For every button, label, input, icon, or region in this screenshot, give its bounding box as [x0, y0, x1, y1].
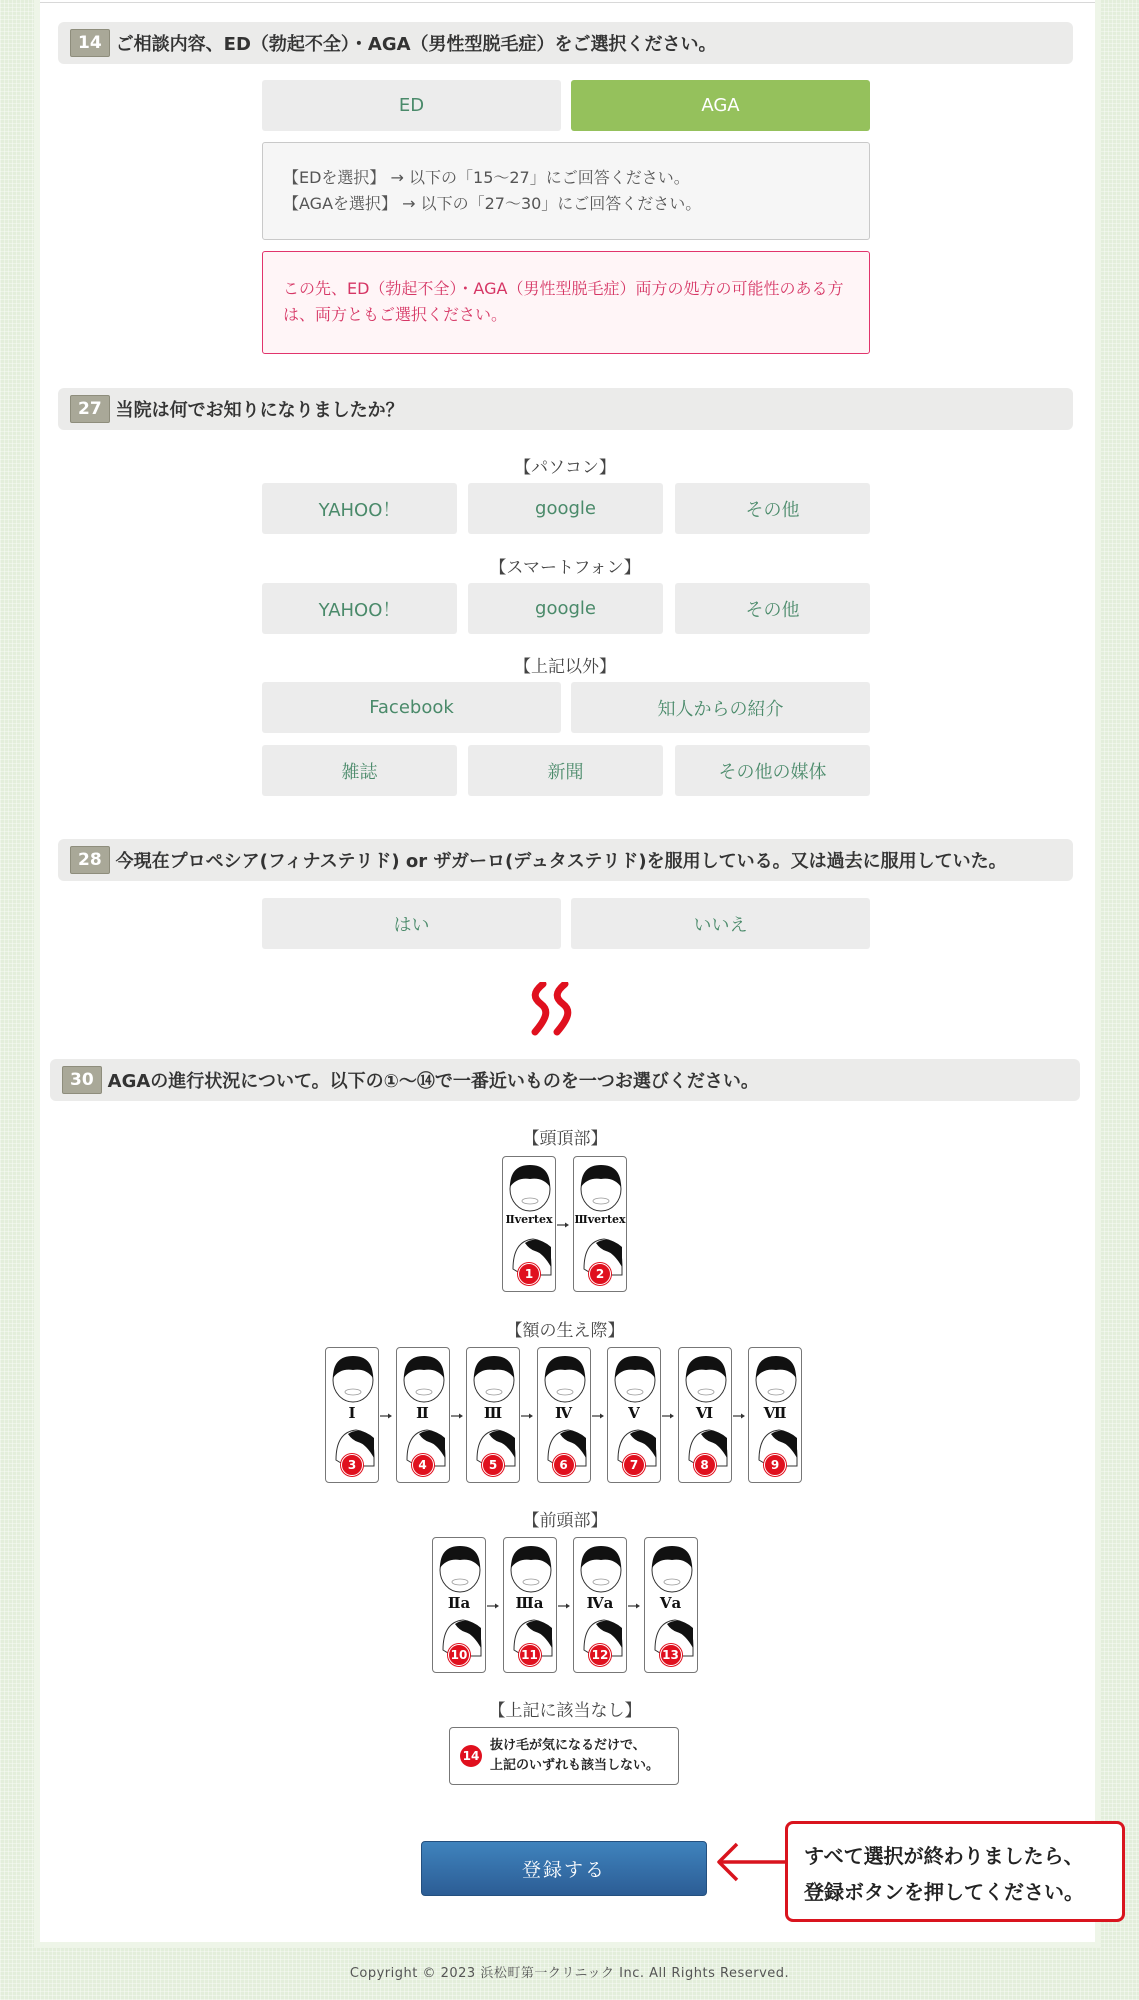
register-button[interactable]: 登録する	[421, 1841, 707, 1896]
badge-number: 3	[341, 1454, 363, 1476]
callout-line: すべて選択が終わりましたら、	[804, 1844, 1084, 1868]
stage-label: Ⅳa	[586, 1594, 614, 1612]
question-number: 30	[62, 1066, 102, 1094]
question-title: ご相談内容、ED（勃起不全）・AGA（男性型脱毛症）をご選択ください。	[115, 34, 717, 55]
badge-number: 2	[589, 1263, 611, 1285]
front-card-13[interactable]	[644, 1537, 698, 1673]
right-arrow-icon	[450, 1413, 464, 1419]
badge-number: 10	[448, 1644, 470, 1666]
badge-number: 7	[623, 1454, 645, 1476]
group-label-vertex: 【頭頂部】	[522, 1129, 608, 1149]
badge-number: 12	[589, 1644, 611, 1666]
group-label-none: 【上記に該当なし】	[488, 1701, 642, 1721]
stage-label: Ⅲ	[483, 1404, 503, 1422]
badge-number: 5	[482, 1454, 504, 1476]
right-arrow-icon	[520, 1413, 534, 1419]
option-newspaper[interactable]: 新聞	[468, 745, 663, 796]
right-arrow-icon	[556, 1222, 570, 1228]
stage-label: Ⅴa	[659, 1594, 682, 1612]
option-magazine[interactable]: 雑誌	[262, 745, 457, 796]
question-title: 当院は何でお知りになりましたか？	[115, 400, 404, 421]
warning-text: この先、ED（勃起不全）・AGA（男性型脱毛症）両方の処方の可能性のある方は、両方ともご選択ください。	[283, 279, 844, 324]
stage-label: Ⅵ	[695, 1404, 714, 1422]
question-number: 14	[70, 29, 110, 57]
right-arrow-icon	[627, 1603, 641, 1609]
question-30-header	[50, 1059, 1080, 1101]
stage-label: Ⅳ	[554, 1404, 573, 1422]
question-title: AGAの進行状況について。以下の①～⑭で一番近いものを一つお選びください。	[107, 1071, 759, 1092]
option-sp-google[interactable]: google	[468, 583, 663, 634]
option-yes[interactable]: はい	[262, 898, 561, 949]
stage-label: Ⅰ	[348, 1404, 356, 1422]
front-card-10[interactable]	[432, 1537, 486, 1673]
question-28-header	[58, 839, 1073, 881]
question-14-header	[58, 22, 1073, 64]
callout-line: 登録ボタンを押してください。	[804, 1880, 1084, 1904]
badge-number: 9	[764, 1454, 786, 1476]
right-arrow-icon	[557, 1603, 571, 1609]
hairline-card-9[interactable]	[748, 1347, 802, 1483]
badge-number: 6	[553, 1454, 575, 1476]
option-pc-google[interactable]: google	[468, 483, 663, 534]
hairline-card-6[interactable]	[537, 1347, 591, 1483]
badge-number: 8	[694, 1454, 716, 1476]
right-arrow-icon	[591, 1413, 605, 1419]
hairline-card-7[interactable]	[607, 1347, 661, 1483]
info-box	[262, 142, 870, 240]
none-text-line: 抜け毛が気になるだけで、	[490, 1738, 646, 1753]
stage-label: Ⅱa	[447, 1594, 471, 1612]
question-number: 27	[70, 395, 110, 423]
vertex-card-1[interactable]	[502, 1156, 556, 1292]
warning-box	[262, 251, 870, 354]
option-sp-other[interactable]: その他	[675, 583, 870, 634]
option-sp-yahoo[interactable]: YAHOO！	[262, 583, 457, 634]
copyright-footer: Copyright © 2023 浜松町第一クリニック Inc. All Rights Reserved.	[349, 1966, 790, 1981]
option-pc-other[interactable]: その他	[675, 483, 870, 534]
stage-label: Ⅲa	[515, 1594, 544, 1612]
top-divider	[40, 2, 1095, 3]
stage-label: Ⅲvertex	[574, 1213, 626, 1226]
stage-label: Ⅴ	[628, 1404, 640, 1422]
option-aga[interactable]: AGA	[571, 80, 870, 131]
group-label-other: 【上記以外】	[514, 657, 616, 677]
stage-label: Ⅶ	[763, 1404, 787, 1422]
badge-number: 14	[460, 1745, 482, 1767]
option-pc-yahoo[interactable]: YAHOO！	[262, 483, 457, 534]
right-arrow-icon	[486, 1603, 500, 1609]
question-number: 28	[70, 846, 110, 874]
question-27-header	[58, 388, 1073, 430]
hairline-card-8[interactable]	[678, 1347, 732, 1483]
badge-number: 13	[660, 1644, 682, 1666]
option-other-media[interactable]: その他の媒体	[675, 745, 870, 796]
right-arrow-icon	[732, 1413, 746, 1419]
option-facebook[interactable]: Facebook	[262, 682, 561, 733]
badge-number: 1	[518, 1263, 540, 1285]
badge-number: 4	[412, 1454, 434, 1476]
option-none-applicable[interactable]	[449, 1727, 679, 1785]
front-card-11[interactable]	[503, 1537, 557, 1673]
front-card-12[interactable]	[573, 1537, 627, 1673]
right-arrow-icon	[661, 1413, 675, 1419]
hairline-card-4[interactable]	[396, 1347, 450, 1483]
info-line: 【EDを選択】 → 以下の「15～27」にご回答ください。	[283, 168, 690, 187]
left-arrow-icon	[713, 1840, 787, 1884]
omission-mark-icon	[529, 982, 575, 1036]
option-referral[interactable]: 知人からの紹介	[571, 682, 870, 733]
group-label-front: 【前頭部】	[522, 1511, 608, 1531]
group-label-hairline: 【額の生え際】	[505, 1321, 625, 1341]
hairline-card-3[interactable]	[325, 1347, 379, 1483]
group-label-pc: 【パソコン】	[514, 458, 616, 478]
none-text-line: 上記のいずれも該当しない。	[490, 1758, 660, 1773]
hairline-card-5[interactable]	[466, 1347, 520, 1483]
group-label-smartphone: 【スマートフォン】	[489, 558, 641, 578]
instruction-callout	[785, 1821, 1125, 1922]
question-title: 今現在プロペシア(フィナステリド) or ザガーロ(デュタステリド)を服用している。又は過去に服用していた。	[115, 851, 1007, 872]
right-arrow-icon	[379, 1413, 393, 1419]
stage-label: Ⅱvertex	[505, 1213, 553, 1226]
info-line: 【AGAを選択】 → 以下の「27～30」にご回答ください。	[283, 194, 702, 213]
option-ed[interactable]: ED	[262, 80, 561, 131]
option-no[interactable]: いいえ	[571, 898, 870, 949]
vertex-card-2[interactable]	[573, 1156, 627, 1292]
stage-label: Ⅱ	[416, 1404, 429, 1422]
badge-number: 11	[519, 1644, 541, 1666]
